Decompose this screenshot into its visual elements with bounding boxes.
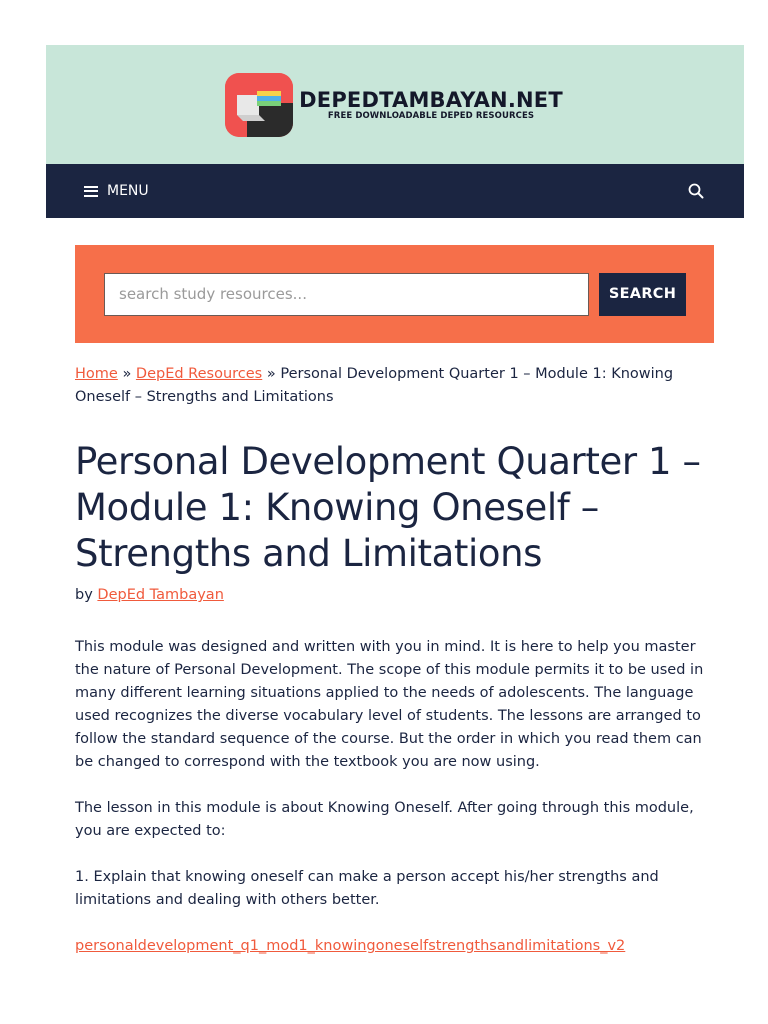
- breadcrumb-section-link[interactable]: DepEd Resources: [135, 366, 263, 382]
- breadcrumb-separator: »: [122, 366, 132, 382]
- menu-label: MENU: [107, 183, 149, 199]
- study-resources-search: [75, 245, 714, 343]
- main-content: [75, 245, 714, 958]
- site-logo[interactable]: [225, 73, 563, 137]
- byline-label: by: [75, 587, 93, 603]
- book-logo-icon: [225, 73, 293, 137]
- search-input[interactable]: [104, 273, 589, 316]
- lesson-paragraph: The lesson in this module is about Knowing Oneself. After going through this module, you are expected to:: [75, 800, 694, 839]
- breadcrumb-home-link[interactable]: Home: [75, 366, 118, 382]
- logo-text: [299, 89, 563, 121]
- logo-tagline: FREE DOWNLOADABLE DEPED RESOURCES: [327, 110, 535, 121]
- download-paragraph: [75, 935, 714, 958]
- site-header-wrapper: [46, 45, 744, 218]
- article-body: [75, 636, 714, 958]
- author-link[interactable]: DepEd Tambayan: [97, 587, 224, 603]
- objective-paragraph: 1. Explain that knowing oneself can make a person accept his/her strengths and limitations and dealing with others better.: [75, 869, 659, 908]
- breadcrumb-current: Personal Development Quarter 1 – Module 1: Knowing Oneself – Strengths and Limitations: [75, 366, 674, 405]
- module-file-link[interactable]: personaldevelopment_q1_mod1_knowingoneselfstrengthsandlimitations_v2: [75, 938, 626, 954]
- breadcrumb: [75, 363, 714, 409]
- page-title: Personal Development Quarter 1 – Module 1: Knowing Oneself – Strengths and Limitations: [75, 440, 701, 575]
- breadcrumb-separator: »: [266, 366, 276, 382]
- byline: [75, 587, 714, 603]
- search-button[interactable]: SEARCH: [599, 273, 686, 316]
- menu-toggle-button[interactable]: [84, 183, 149, 199]
- site-header: [46, 45, 744, 164]
- main-navigation: [46, 164, 744, 218]
- hamburger-icon: [84, 186, 98, 197]
- search-icon[interactable]: [686, 181, 706, 201]
- logo-title: DEPEDTAMBAYAN.NET: [299, 87, 563, 112]
- intro-paragraph: This module was designed and written with you in mind. It is here to help you master the nature of Personal Development. The scope of this module permits it to be used in many different learning situations applied to the needs of adolescents. The language used recognizes the diverse vocabulary level of students. The lessons are arranged to follow the standard sequence of the course. But the order in which you read them can be changed to correspond with the textbook you are now using.: [75, 639, 704, 770]
